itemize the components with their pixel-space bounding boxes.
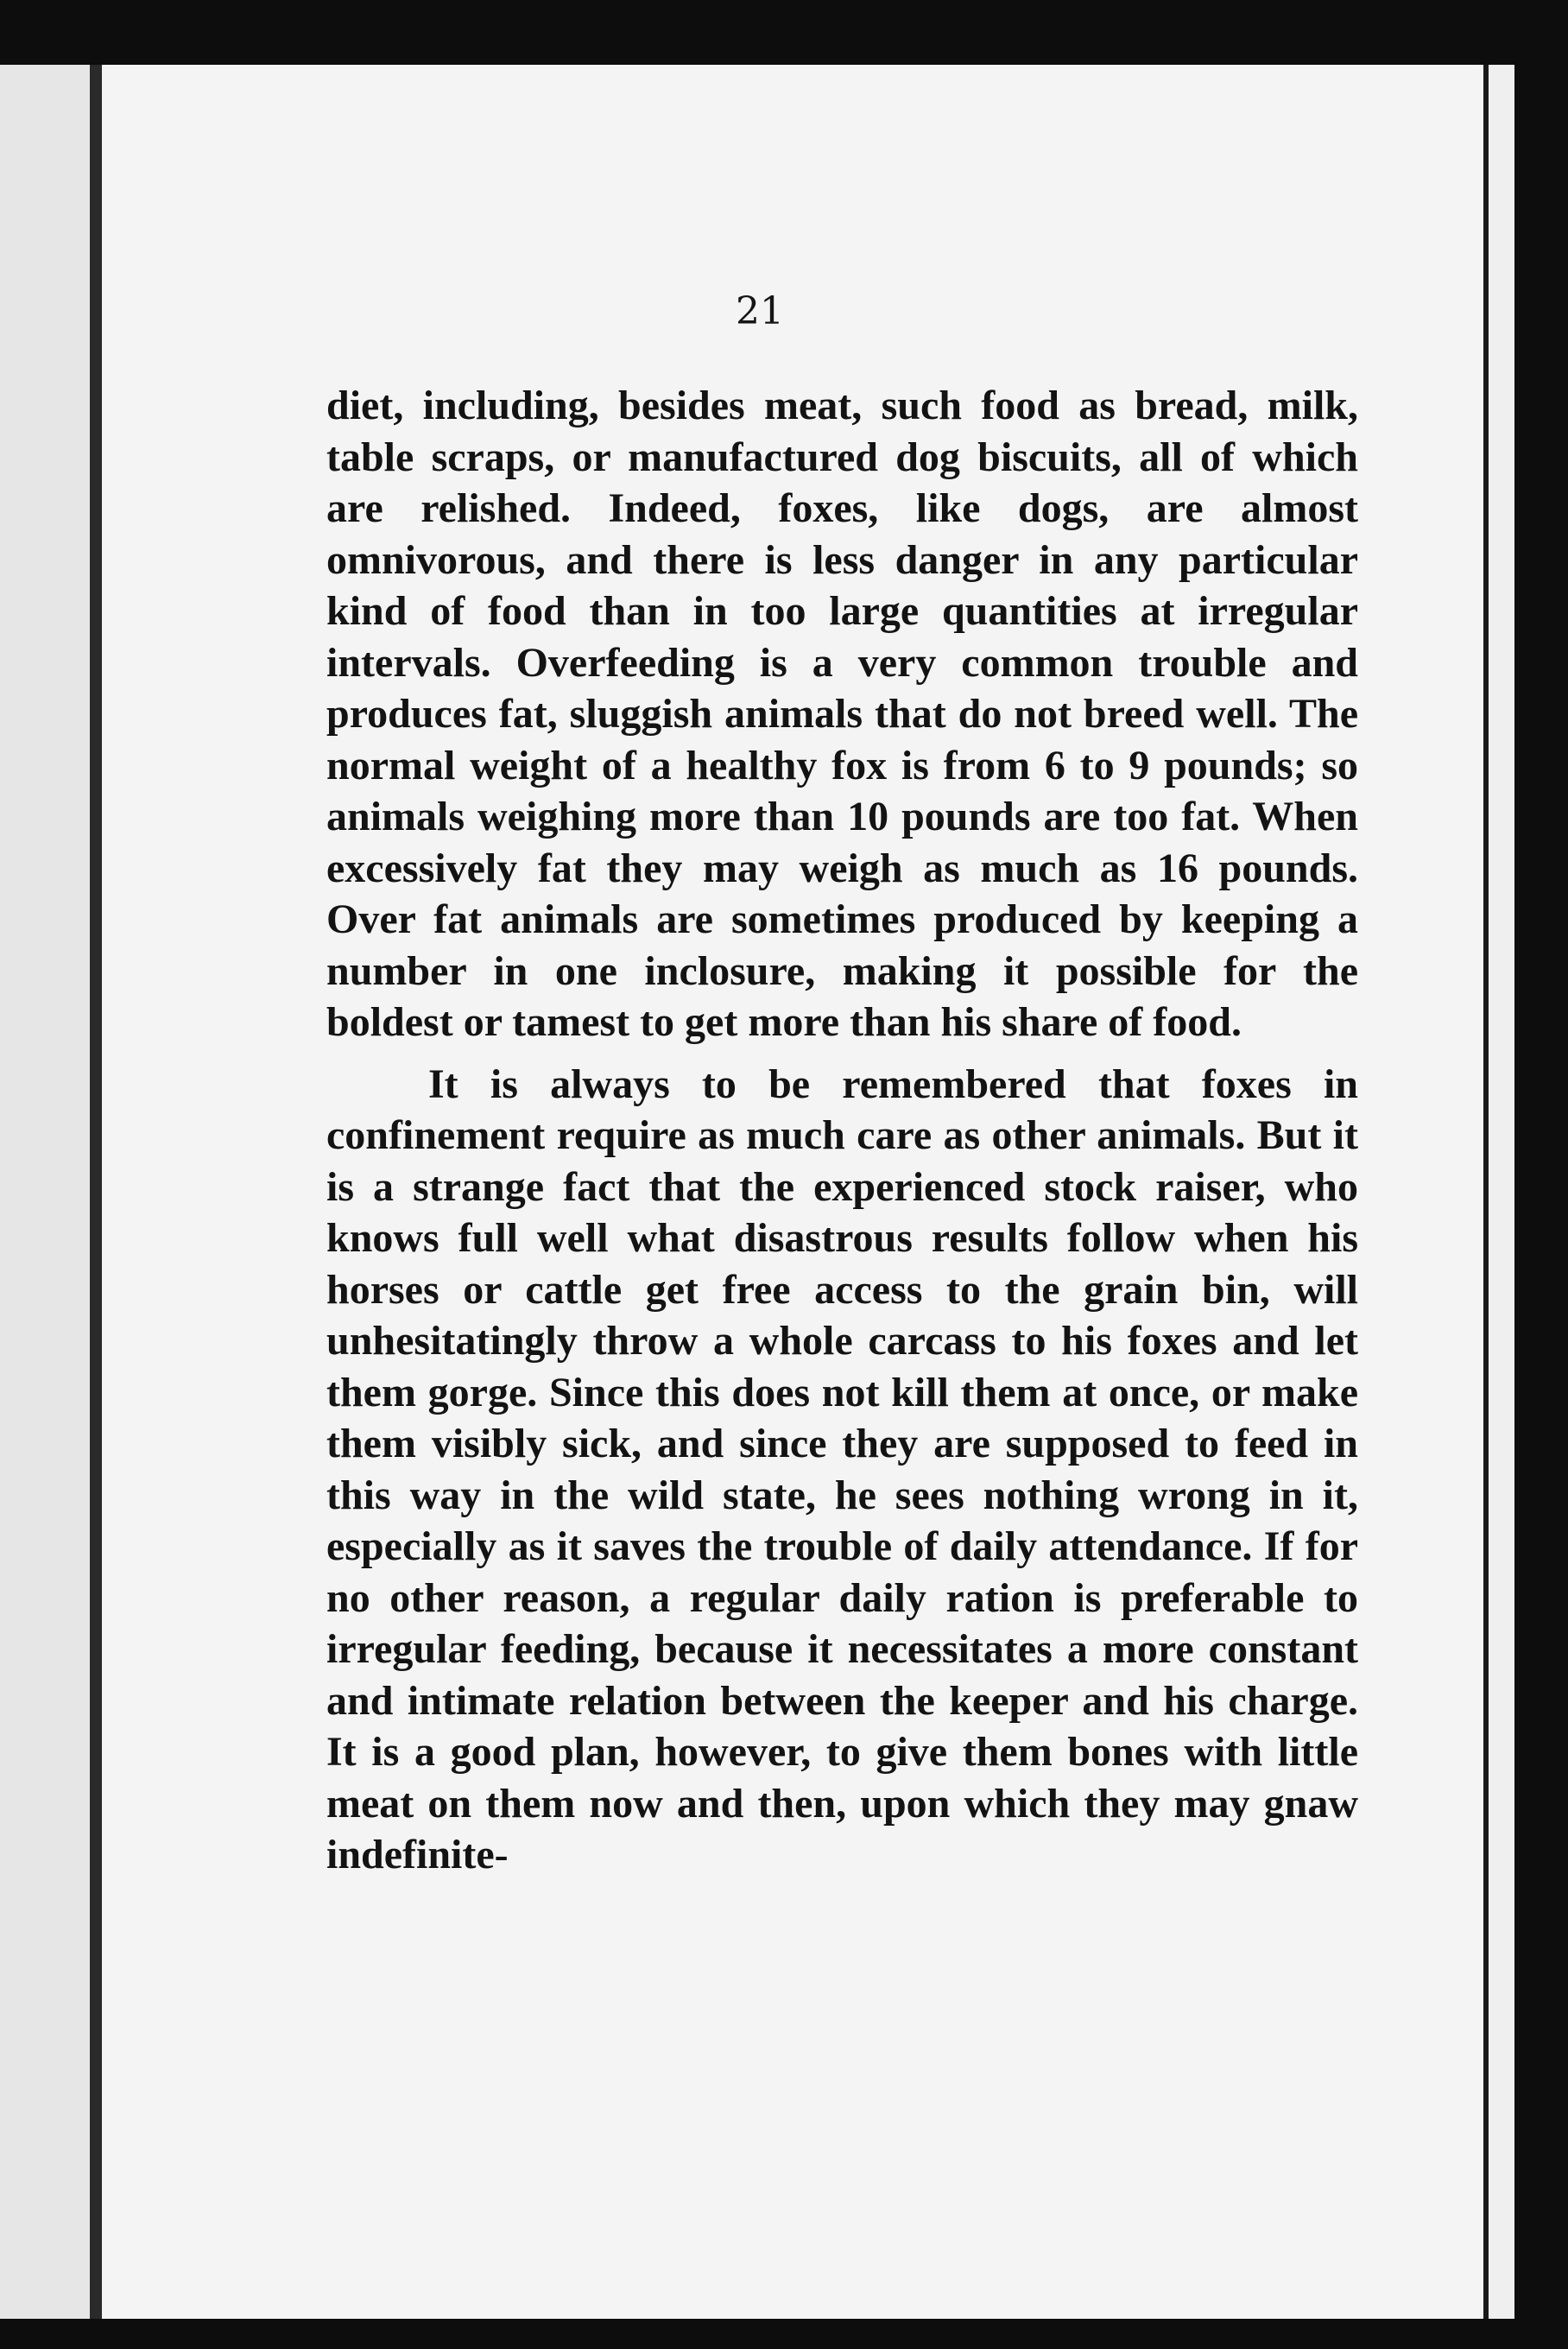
paragraph: diet, including, besides meat, such food as bread, milk, table scraps, or manufactured dog biscuits, all of which are relished. Indeed, foxes, like dogs, are almost omnivorous, and there is less danger in any particular kind of food than in too large quantities at irregular intervals. Overfeeding is a very common trouble and produces fat, sluggish animals that do not breed well. The normal weight of a healthy fox is from 6 to 9 pounds; so animals weighing more than 10 pounds are too fat. When excessively fat they may weigh as much as 16 pounds. Over fat animals are sometimes produced by keeping a number in one inclosure, making it possible for the boldest or tamest to get more than his share of food.: [326, 383, 1358, 1045]
page-right-edge: [1483, 65, 1514, 2319]
page-body: [326, 380, 1358, 1881]
page-number: 21: [736, 289, 784, 333]
paragraph: It is always to be remembered that foxes in confinement require as much care as other animals. But it is a strange fact that the experienced stock raiser, who knows full well what disastrous results follow when his horses or cattle get free access to the grain bin, will unhesitatingly throw a whole carcass to his foxes and let them gorge. Since this does not kill them at once, or make them visibly sick, and since they are supposed to feed in this way in the wild state, he sees nothing wrong in it, especially as it saves the trouble of daily attendance. If for no other reason, a regular daily ration is preferable to irregular feeding, because it necessitates a more constant and intimate relation between the keeper and his charge. It is a good plan, however, to give them bones with little meat on them now and then, upon which they may gnaw indefinite-: [326, 1061, 1358, 1877]
adjacent-page-edge: [0, 65, 97, 2319]
book-gutter: [90, 65, 102, 2319]
